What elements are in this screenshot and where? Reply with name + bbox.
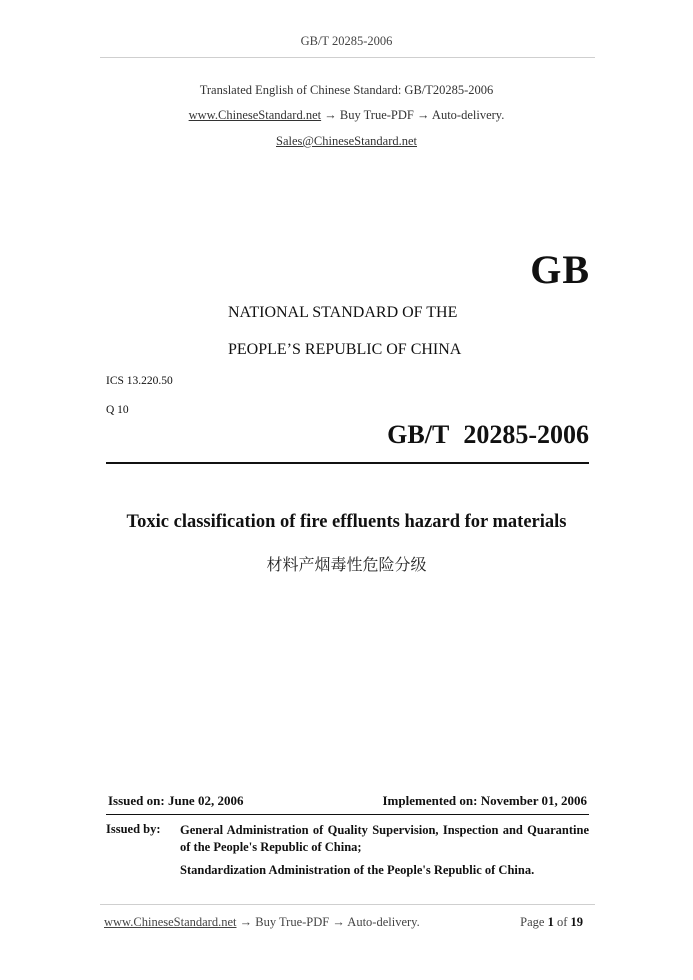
page-total: 19 xyxy=(570,915,583,929)
national-standard-line-1: NATIONAL STANDARD OF THE xyxy=(228,304,458,321)
page-current: 1 xyxy=(547,915,554,929)
footer-site-link[interactable]: www.ChineseStandard.net xyxy=(104,915,237,929)
sales-line xyxy=(0,134,693,149)
ccs-code: Q 10 xyxy=(106,404,129,416)
issued-by-label: Issued by: xyxy=(106,822,161,836)
running-header-title: GB/T 20285-2006 xyxy=(300,34,393,48)
purchase-text: → Buy True-PDF → Auto-delivery. xyxy=(324,108,505,122)
header-divider xyxy=(100,57,595,58)
page-indicator xyxy=(520,915,583,930)
issuance-divider xyxy=(106,814,589,815)
standard-number: GB/T 20285-2006 xyxy=(387,420,589,449)
gb-logo: GB xyxy=(530,247,590,292)
title-divider xyxy=(106,462,589,464)
national-standard-line-2: PEOPLE’S REPUBLIC OF CHINA xyxy=(228,341,462,358)
document-title-english: Toxic classification of fire effluents hazard for materials xyxy=(126,512,567,532)
page-label: Page xyxy=(520,915,545,929)
page-of: of xyxy=(556,915,568,929)
footer-divider xyxy=(100,904,595,905)
ics-code: ICS 13.220.50 xyxy=(106,375,173,387)
issued-on-date: Issued on: June 02, 2006 xyxy=(108,793,244,808)
purchase-line xyxy=(0,108,693,123)
issuer-sac: Standardization Administration of the People's Republic of China. xyxy=(180,863,535,877)
sales-email-link[interactable]: Sales@ChineseStandard.net xyxy=(276,134,417,148)
footer-purchase-line xyxy=(104,915,420,930)
translation-notice: Translated English of Chinese Standard: GB/T20285-2006 xyxy=(199,83,494,97)
chinese-standard-link[interactable]: www.ChineseStandard.net xyxy=(188,108,322,122)
footer-purchase-text: → Buy True-PDF → Auto-delivery. xyxy=(239,915,420,929)
implemented-on-date: Implemented on: November 01, 2006 xyxy=(382,793,587,808)
document-title-chinese: 材料产烟毒性危险分级 xyxy=(266,555,427,574)
issuer-aqsiq: General Administration of Quality Supervision, Inspection and Quarantine of the People's Republic of China; xyxy=(180,823,589,854)
